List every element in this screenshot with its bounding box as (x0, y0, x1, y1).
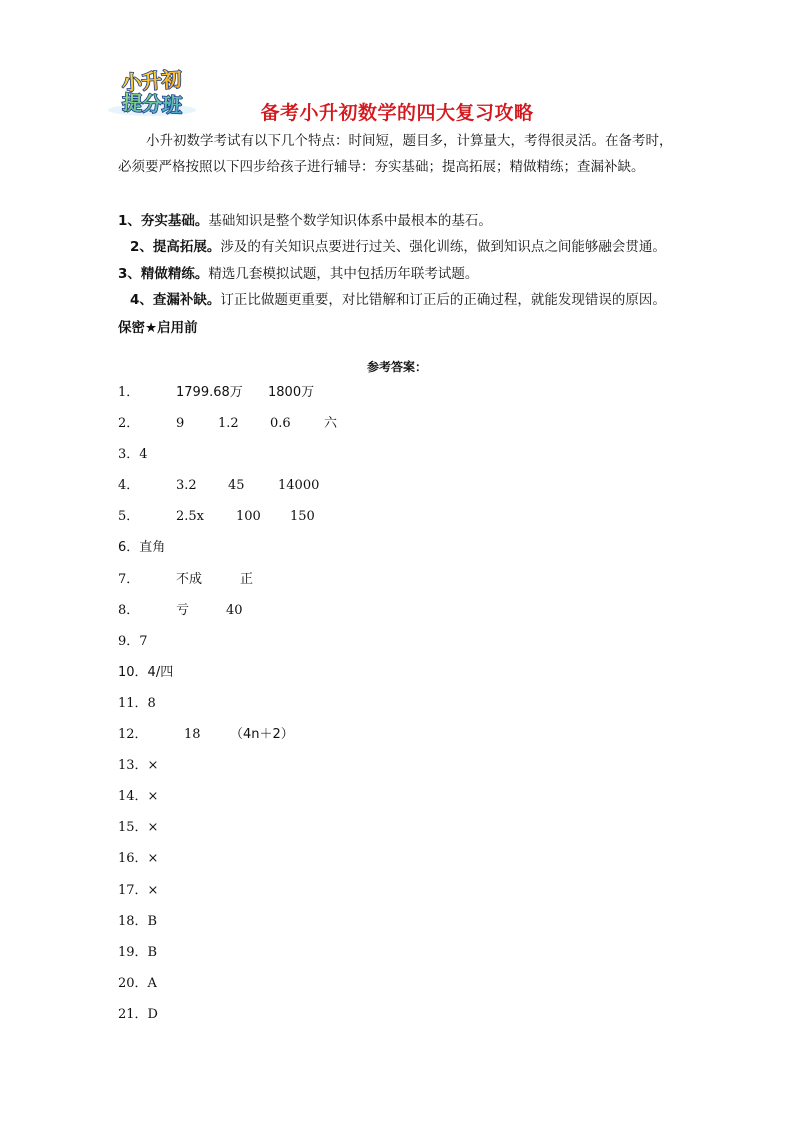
step-4 (130, 290, 700, 310)
answer-number: 2． (118, 416, 140, 432)
answer-number: 15．× (118, 820, 159, 836)
answer-number: 18．B (118, 913, 158, 929)
step-2 (130, 237, 700, 257)
answer-item (118, 475, 678, 506)
step-2-text: 涉及的有关知识点要进行过关、强化训练，做到知识点之间能够融会贯通。 (220, 239, 666, 255)
answers-heading: 参考答案： (366, 360, 427, 374)
answer-item (118, 786, 678, 817)
answer-item (118, 662, 678, 693)
answer-value: 14000 (278, 478, 320, 494)
answer-item (118, 537, 678, 568)
answer-value: 9 (176, 416, 185, 432)
step-1 (118, 211, 688, 231)
answer-number: 4． (118, 478, 140, 494)
answer-value: 六 (324, 416, 338, 432)
answer-item (118, 755, 678, 786)
answer-item (118, 444, 678, 475)
answer-item (118, 693, 678, 724)
answer-item (118, 569, 678, 600)
answer-value: 1799.68万 (176, 385, 243, 400)
step-1-text: 基础知识是整个数学知识体系中最根本的基石。 (208, 213, 492, 229)
answer-item (118, 600, 678, 631)
page-title: 备考小升初数学的四大复习攻略 (260, 102, 534, 124)
answer-number: 5． (118, 509, 140, 525)
answer-value: （4n＋2） (230, 727, 294, 743)
answer-number: 1． (118, 385, 140, 400)
answer-value: 2.5x (176, 509, 205, 525)
confidential-label: 保密★启用前 (118, 320, 198, 336)
answer-value: 1800万 (268, 385, 315, 400)
logo-text-bottom: 提分班 (121, 90, 183, 118)
answer-number: 10．4/四 (118, 664, 174, 680)
answer-item (118, 413, 678, 444)
answer-number: 3．4 (118, 447, 148, 463)
step-3-head: 3、精做精练。 (118, 266, 209, 282)
answer-value: 45 (228, 478, 245, 494)
answer-value: 不成 (176, 571, 203, 587)
step-3 (118, 264, 688, 284)
answer-number: 21．D (118, 1006, 158, 1022)
answer-item (118, 911, 678, 942)
answer-value: 3.2 (176, 478, 197, 494)
answer-number: 16．× (118, 851, 159, 867)
answer-item (118, 506, 678, 537)
intro-paragraph: 小升初数学考试有以下几个特点：时间短，题目多，计算量大，考得很灵活。在备考时，必须要严格按照以下四步给孩子进行辅导：夯实基础；提高拓展；精做精练；查漏补缺。 (118, 133, 673, 175)
answer-item (118, 880, 678, 911)
answer-item (118, 724, 678, 755)
answer-value: 0.6 (270, 416, 291, 432)
answer-value: 100 (236, 509, 261, 525)
answer-value: 150 (290, 509, 315, 525)
answer-item (118, 631, 678, 662)
step-2-head: 2、提高拓展。 (130, 239, 221, 255)
answer-list (118, 382, 678, 1035)
answer-item (118, 817, 678, 848)
answer-value: 正 (240, 571, 254, 587)
answer-item (118, 942, 678, 973)
answer-number: 20．A (118, 975, 157, 991)
answer-item (118, 1004, 678, 1035)
answer-number: 11．8 (118, 695, 156, 711)
answer-number: 9．7 (118, 633, 148, 649)
answer-value: 40 (226, 602, 243, 618)
step-4-text: 订正比做题更重要，对比错解和订正后的正确过程，就能发现错误的原因。 (220, 292, 666, 308)
answer-number: 8． (118, 602, 140, 618)
step-1-head: 1、夯实基础。 (118, 213, 209, 229)
answer-number: 14．× (118, 789, 159, 805)
step-3-text: 精选几套模拟试题，其中包括历年联考试题。 (208, 266, 479, 282)
answer-number: 17．× (118, 882, 159, 898)
answer-number: 12． (118, 727, 148, 743)
step-4-head: 4、查漏补缺。 (130, 292, 221, 308)
answer-value: 18 (184, 727, 201, 743)
answer-number: 6．直角 (118, 540, 166, 556)
answer-value: 1.2 (218, 416, 239, 432)
logo-text-top: 小升初 (121, 66, 183, 96)
answer-number: 13．× (118, 758, 159, 774)
answer-number: 7． (118, 571, 140, 587)
answer-item (118, 848, 678, 879)
answer-item (118, 382, 678, 413)
answer-item (118, 973, 678, 1004)
answer-value: 亏 (176, 602, 190, 618)
answer-number: 19．B (118, 944, 158, 960)
